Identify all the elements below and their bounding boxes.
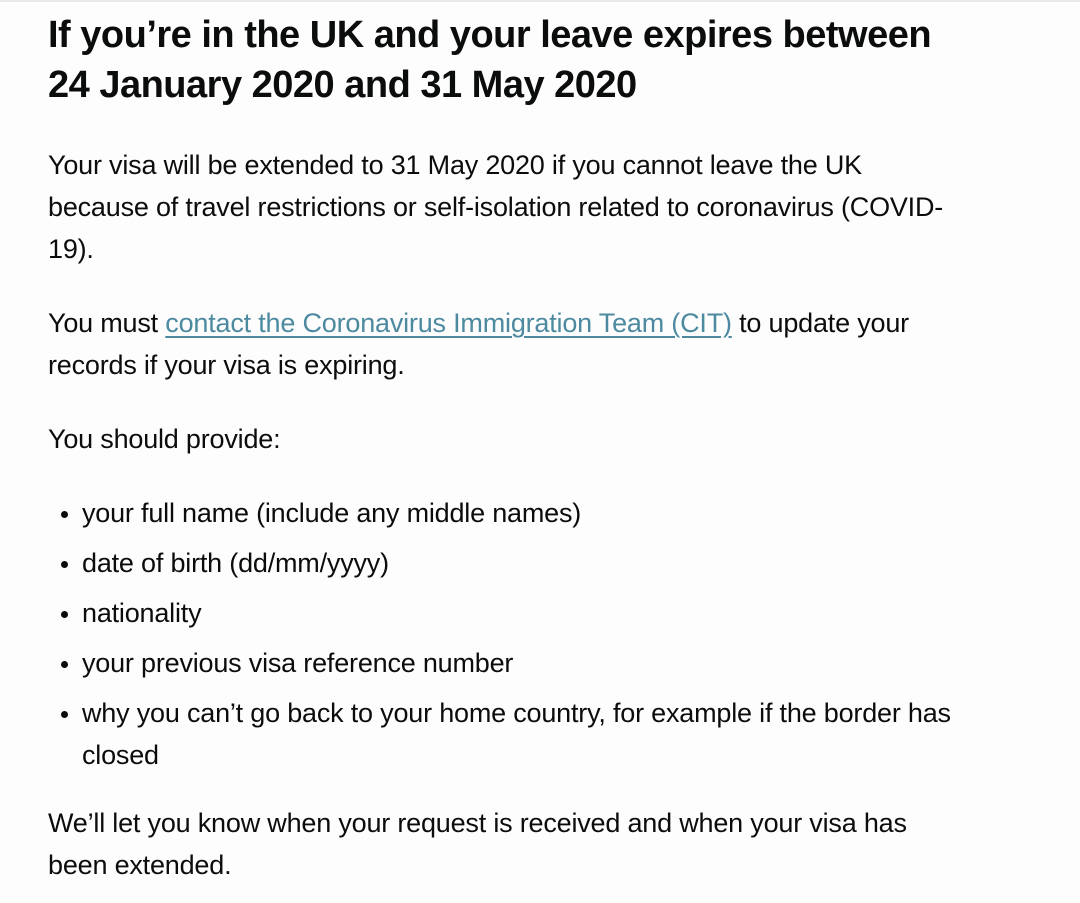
page-title: If you’re in the UK and your leave expires between 24 January 2020 and 31 May 2020 xyxy=(48,14,932,106)
list-item: • nationality xyxy=(82,592,968,634)
contact-paragraph-after: to update your records if your visa is expiring. xyxy=(48,308,909,380)
contact-paragraph-before: You must xyxy=(48,308,166,338)
intro-paragraph: Your visa will be extended to 31 May 2020 if you cannot leave the UK because of travel restrictions or self-isolation related to coronavirus (COVID-19). xyxy=(48,150,944,264)
article-content xyxy=(48,10,968,886)
requirements-list xyxy=(48,492,968,776)
list-item: • your previous visa reference number xyxy=(82,642,968,684)
confirmation-paragraph: We’ll let you know when your request is received and when your visa has been extended. xyxy=(48,808,907,880)
list-item: • your full name (include any middle names) xyxy=(82,492,968,534)
cit-contact-link[interactable]: contact the Coronavirus Immigration Team (CIT) xyxy=(165,308,732,338)
provide-intro: You should provide: xyxy=(48,424,281,454)
list-item: • date of birth (dd/mm/yyyy) xyxy=(82,542,968,584)
list-item: • why you can’t go back to your home country, for example if the border has closed xyxy=(82,692,968,776)
contact-paragraph xyxy=(48,302,968,386)
